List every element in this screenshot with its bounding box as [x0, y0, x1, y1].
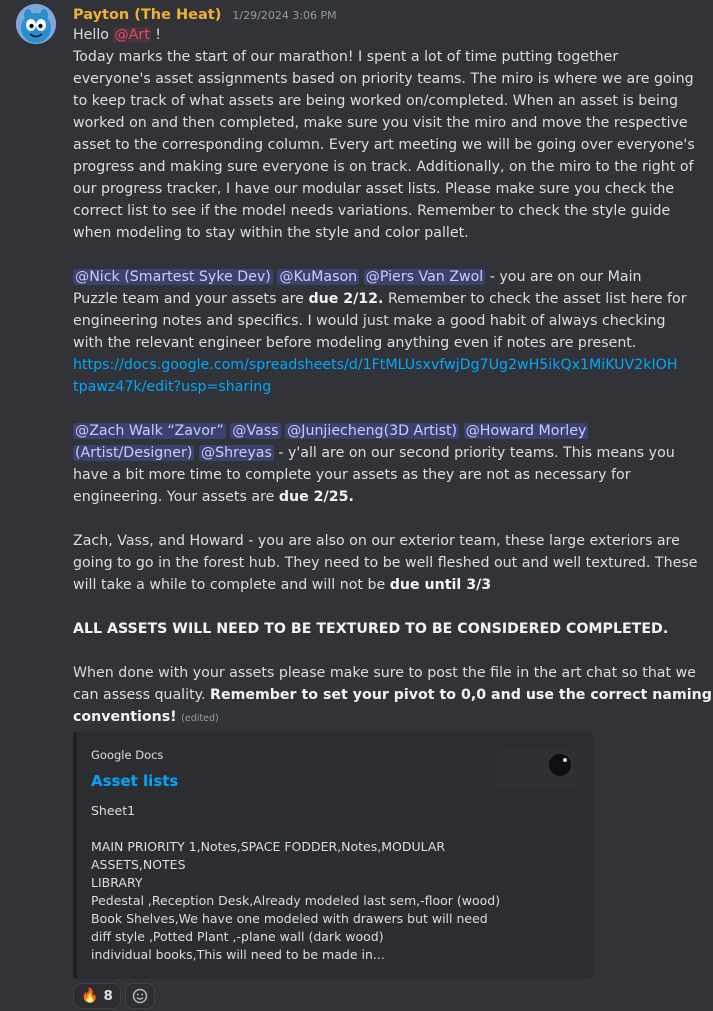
- user-mention-howard[interactable]: @Howard Morley: [465, 423, 587, 439]
- text-segment: - y'all are on our second priority teams. This means you: [273, 445, 675, 461]
- text-line: have a bit more time to complete your assets as they are not as necessary for: [73, 467, 631, 483]
- due-date-main: due 2/12.: [308, 291, 384, 307]
- text-line: with the relevant engineer before modeling anything even if notes are present.: [73, 335, 637, 351]
- reactions-bar: [73, 983, 155, 1009]
- user-mention-kumason[interactable]: @KuMason: [279, 269, 358, 285]
- text-segment: Puzzle team and your assets are: [73, 291, 309, 307]
- due-date-exterior: due until 3/3: [389, 577, 492, 593]
- text-segment: - you are on our Main: [485, 269, 642, 285]
- embed-line: diff style ,Potted Plant ,-plane wall (dark wood): [91, 929, 384, 944]
- text-line: worked on and then completed, make sure you visit the miro and move the respective: [73, 115, 688, 131]
- spreadsheet-link[interactable]: https://docs.google.com/spreadsheets/d/1FtMLUsxvfwjDg7Ug2wH5ikQx1MiKUV2kIOH: [73, 357, 678, 373]
- text-line: Zach, Vass, and Howard - you are also on our exterior team, these large exteriors are: [73, 533, 680, 549]
- embed-line: MAIN PRIORITY 1,Notes,SPACE FODDER,Notes,MODULAR: [91, 839, 446, 854]
- paragraph-main-team: [73, 266, 687, 398]
- timestamp: 1/29/2024 3:06 PM: [232, 9, 337, 22]
- paragraph-closing: [73, 662, 712, 728]
- reaction-fire[interactable]: [73, 983, 121, 1009]
- embed-line: Pedestal ,Reception Desk,Already modeled last sem,-floor (wood): [91, 893, 501, 908]
- embed-line: [91, 820, 500, 838]
- greeting-text: Hello: [73, 27, 109, 43]
- embed-thumbnail[interactable]: [497, 750, 575, 788]
- link-embed: [73, 732, 593, 979]
- embed-line: LIBRARY: [91, 875, 143, 890]
- text-segment: can assess quality.: [73, 687, 211, 703]
- user-mention-shreyas[interactable]: @Shreyas: [200, 445, 272, 461]
- text-line: asset to the corresponding column. Every art meeting we will be going over everyone's: [73, 137, 695, 153]
- spreadsheet-link-continued[interactable]: tpawz47k/edit?usp=sharing: [73, 379, 272, 395]
- embed-description: [91, 802, 500, 964]
- embed-line: Sheet1: [91, 803, 136, 818]
- text-line: correct list to see if the model needs variations. Remember to check the style guide: [73, 203, 671, 219]
- message-header: [73, 4, 337, 26]
- naming-reminder: conventions!: [73, 709, 177, 725]
- reaction-count: 8: [103, 988, 113, 1004]
- edited-label: (edited): [181, 713, 219, 724]
- add-reaction-button[interactable]: [125, 983, 155, 1009]
- text-line: Today marks the start of our marathon! I spent a lot of time putting together: [73, 49, 619, 65]
- text-segment: engineering. Your assets are: [73, 489, 279, 505]
- user-mention-vass[interactable]: @Vass: [232, 423, 279, 439]
- embed-title[interactable]: Asset lists: [91, 772, 179, 790]
- paragraph-exterior: [73, 530, 698, 596]
- embed-provider[interactable]: Google Docs: [91, 748, 164, 762]
- user-mention-zach[interactable]: @Zach Walk “Zavor”: [75, 423, 224, 439]
- text-line: when modeling to stay within the style and color pallet.: [73, 225, 469, 241]
- text-segment: will take a while to complete and will not be: [73, 577, 390, 593]
- due-date-second: due 2/25.: [278, 489, 354, 505]
- username[interactable]: Payton (The Heat): [73, 7, 222, 23]
- message-content: [73, 24, 712, 728]
- embed-line: individual books,This will need to be made in...: [91, 947, 385, 962]
- textured-notice: ALL ASSETS WILL NEED TO BE TEXTURED TO BE CONSIDERED COMPLETED.: [73, 621, 669, 637]
- text-line: our progress tracker, I have our modular asset lists. Please make sure you check the: [73, 181, 675, 197]
- user-avatar[interactable]: [16, 4, 56, 44]
- text-line: progress and making sure everyone is on track. Additionally, on the miro to the right of: [73, 159, 694, 175]
- text-line: going to go in the forest hub. They need to be well fleshed out and well textured. These: [73, 555, 698, 571]
- fire-emoji-icon: 🔥: [81, 988, 99, 1004]
- thumbnail-dot-icon: [549, 754, 571, 776]
- user-mention-nick[interactable]: @Nick (Smartest Syke Dev): [75, 269, 271, 285]
- text-line: engineering notes and specifics. I would just make a good habit of always checking: [73, 313, 666, 329]
- smiley-add-icon: [132, 988, 148, 1004]
- gumball-avatar-icon: [16, 4, 56, 44]
- embed-line: ASSETS,NOTES: [91, 857, 186, 872]
- paragraph-second-team: [73, 420, 673, 508]
- user-mention-piers[interactable]: @Piers Van Zwol: [365, 269, 484, 285]
- role-mention-art[interactable]: @Art: [114, 27, 150, 43]
- text-segment: Remember to check the asset list here for: [383, 291, 687, 307]
- text-line: everyone's asset assignments based on priority teams. The miro is where we are going: [73, 71, 694, 87]
- text-line: to keep track of what assets are being worked on/completed. When an asset is being: [73, 93, 678, 109]
- paragraph-intro: [73, 46, 695, 244]
- user-mention-howard-wrap[interactable]: (Artist/Designer): [75, 445, 193, 461]
- greeting-end: !: [150, 27, 161, 43]
- greeting-line: [73, 24, 673, 46]
- user-mention-junjiecheng[interactable]: @Junjiecheng(3D Artist): [287, 423, 458, 439]
- embed-line: Book Shelves,We have one modeled with drawers but will need: [91, 911, 488, 926]
- pivot-reminder: Remember to set your pivot to 0,0 and use the correct naming: [210, 687, 712, 703]
- text-line: When done with your assets please make sure to post the file in the art chat so that we: [73, 665, 696, 681]
